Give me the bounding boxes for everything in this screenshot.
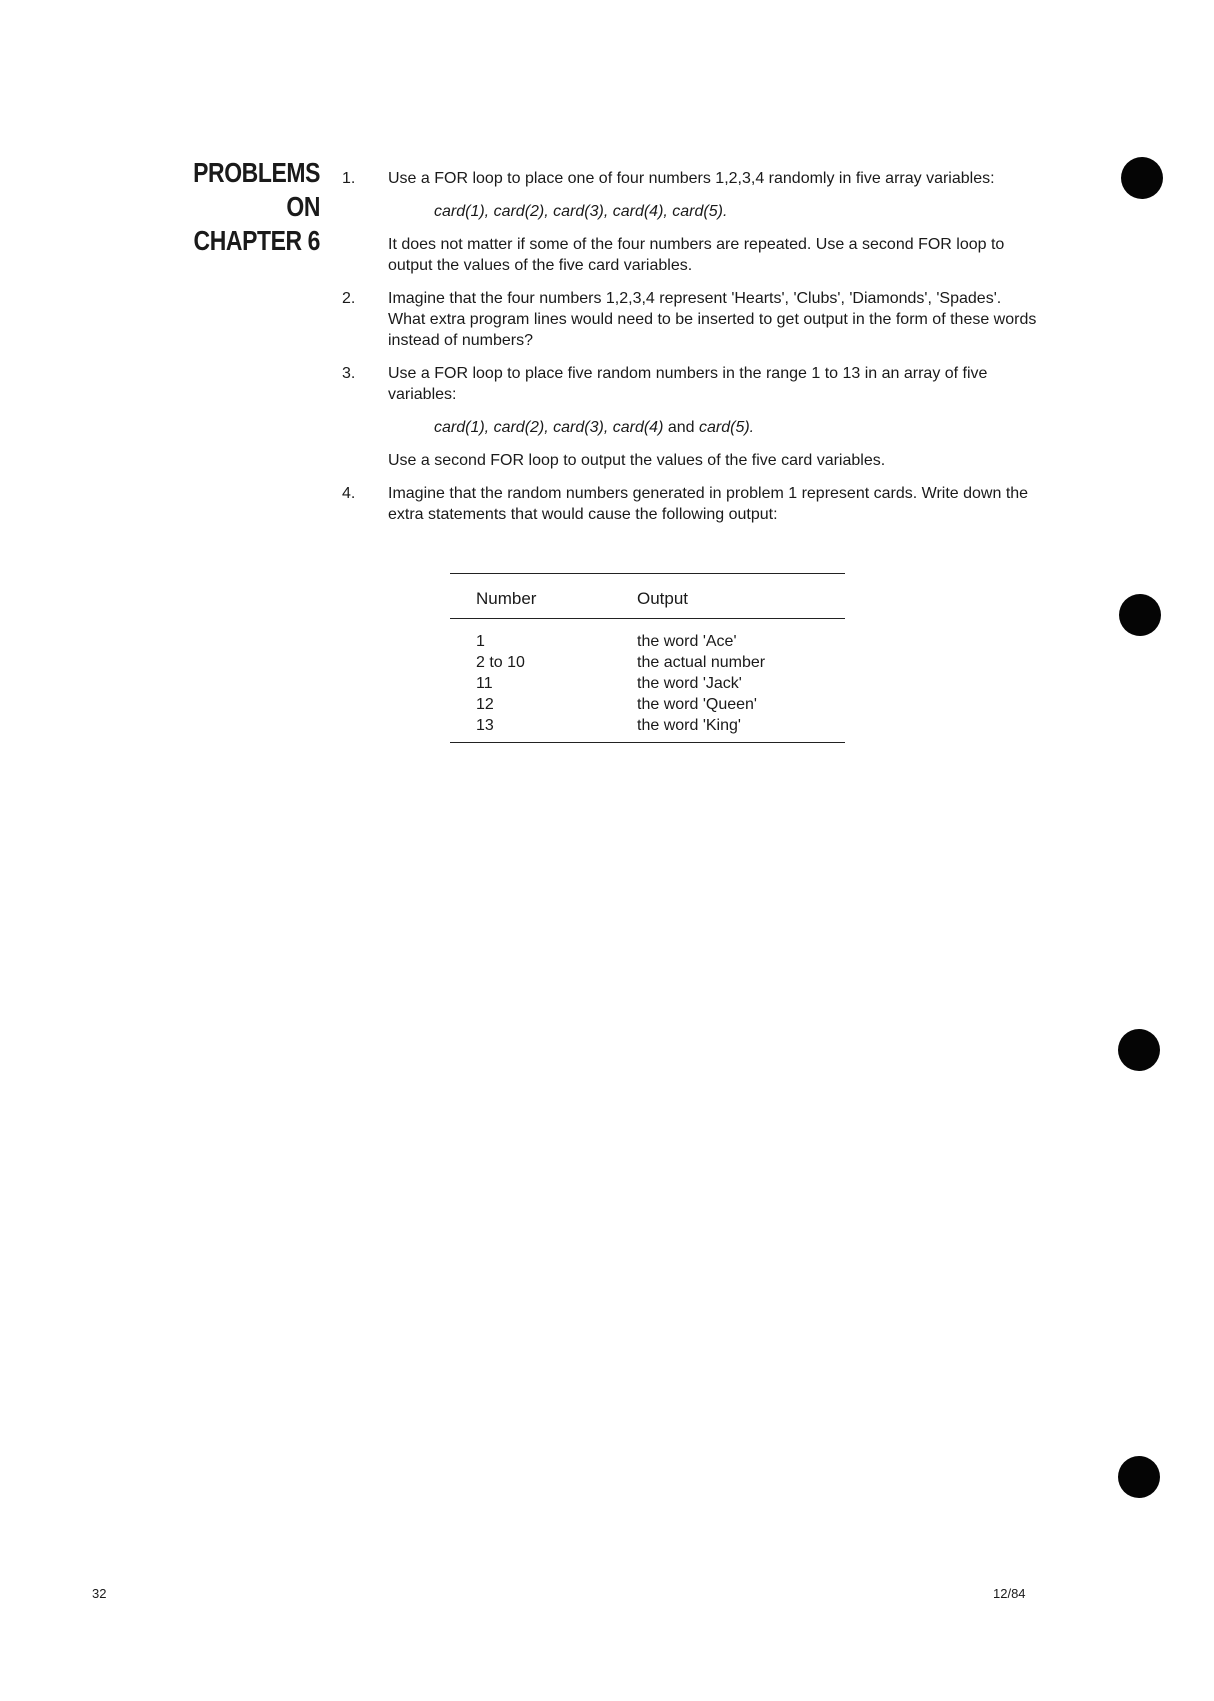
table-cell: 12 <box>476 696 494 713</box>
problem-2 <box>330 288 1040 351</box>
table-header-row <box>450 574 845 619</box>
table-cell: the actual number <box>637 654 766 671</box>
table-row <box>450 673 845 694</box>
heading-line-1: PROBLEMS ON <box>193 157 320 222</box>
chapter-heading <box>156 156 320 258</box>
binder-hole-icon <box>1119 594 1161 636</box>
problem-list <box>330 168 1040 537</box>
problem-text <box>388 363 1040 405</box>
problem-text <box>388 234 1040 276</box>
text-fragment: loop to output the values of the five card variables. <box>388 236 1005 274</box>
text-fragment: card(5). <box>698 419 755 436</box>
keyword: FOR <box>434 170 469 187</box>
problem-3 <box>330 363 1040 471</box>
text-fragment: Use a <box>388 365 435 382</box>
problem-text: Imagine that the four numbers 1,2,3,4 represent 'Hearts', 'Clubs', 'Diamonds', 'Spades'. What extra program lines would need to be inserted to get output in the form of these words instead of numbers? <box>388 290 1037 349</box>
table-row <box>450 619 845 653</box>
table-cell: 13 <box>450 715 611 743</box>
card-variables <box>388 417 1040 438</box>
text-fragment: It does not matter if some of the four numbers are repeated. Use a second <box>388 236 919 253</box>
problem-number: 1. <box>342 170 356 187</box>
column-header-number: Number <box>450 574 611 619</box>
text-fragment: card(1), card(2), card(3), card(4) <box>434 419 664 436</box>
table-cell: the word 'Jack' <box>637 675 742 692</box>
problem-number: 4. <box>342 485 356 502</box>
output-table <box>450 573 845 743</box>
text-fragment: Use a second <box>388 452 491 469</box>
text-fragment: loop to output the values of the five card variables. <box>524 452 886 469</box>
keyword: FOR <box>490 452 525 469</box>
binder-hole-icon <box>1118 1456 1160 1498</box>
table-cell: the word 'King' <box>611 715 845 743</box>
problem-text <box>388 168 1040 189</box>
text-fragment: loop to place five random numbers in the range 1 to 13 in an array of five variables: <box>388 365 988 403</box>
keyword: FOR <box>918 236 952 253</box>
problem-4 <box>330 483 1040 525</box>
table-cell: the word 'Queen' <box>637 696 757 713</box>
table-cell: the word 'Ace' <box>637 633 737 650</box>
problem-1 <box>330 168 1040 276</box>
table-cell: 2 to 10 <box>476 654 525 671</box>
binder-hole-icon <box>1118 1029 1160 1071</box>
date-code: 12/84 <box>993 1586 1026 1601</box>
text-fragment: loop to place one of four numbers 1,2,3,4 randomly in five array variables: <box>468 170 995 187</box>
table-cell: 11 <box>476 675 493 692</box>
card-variables: card(1), card(2), card(3), card(4), card(5). <box>434 203 728 220</box>
binder-hole-icon <box>1121 157 1163 199</box>
problem-text: Imagine that the random numbers generated in problem 1 represent cards. Write down the extra statements that would cause the following output: <box>388 485 1029 523</box>
table-cell: 1 <box>476 633 485 650</box>
page-number: 32 <box>92 1586 107 1601</box>
problem-number: 2. <box>342 290 356 307</box>
problem-number: 3. <box>342 365 356 382</box>
text-fragment: Use a <box>388 170 435 187</box>
heading-line-2: CHAPTER 6 <box>193 225 320 256</box>
table-row <box>450 694 845 715</box>
problem-text <box>388 450 1040 471</box>
text-fragment: and <box>663 419 699 436</box>
keyword: FOR <box>434 365 469 382</box>
table-row <box>450 715 845 743</box>
table-row <box>450 652 845 673</box>
column-header-output: Output <box>611 574 845 619</box>
